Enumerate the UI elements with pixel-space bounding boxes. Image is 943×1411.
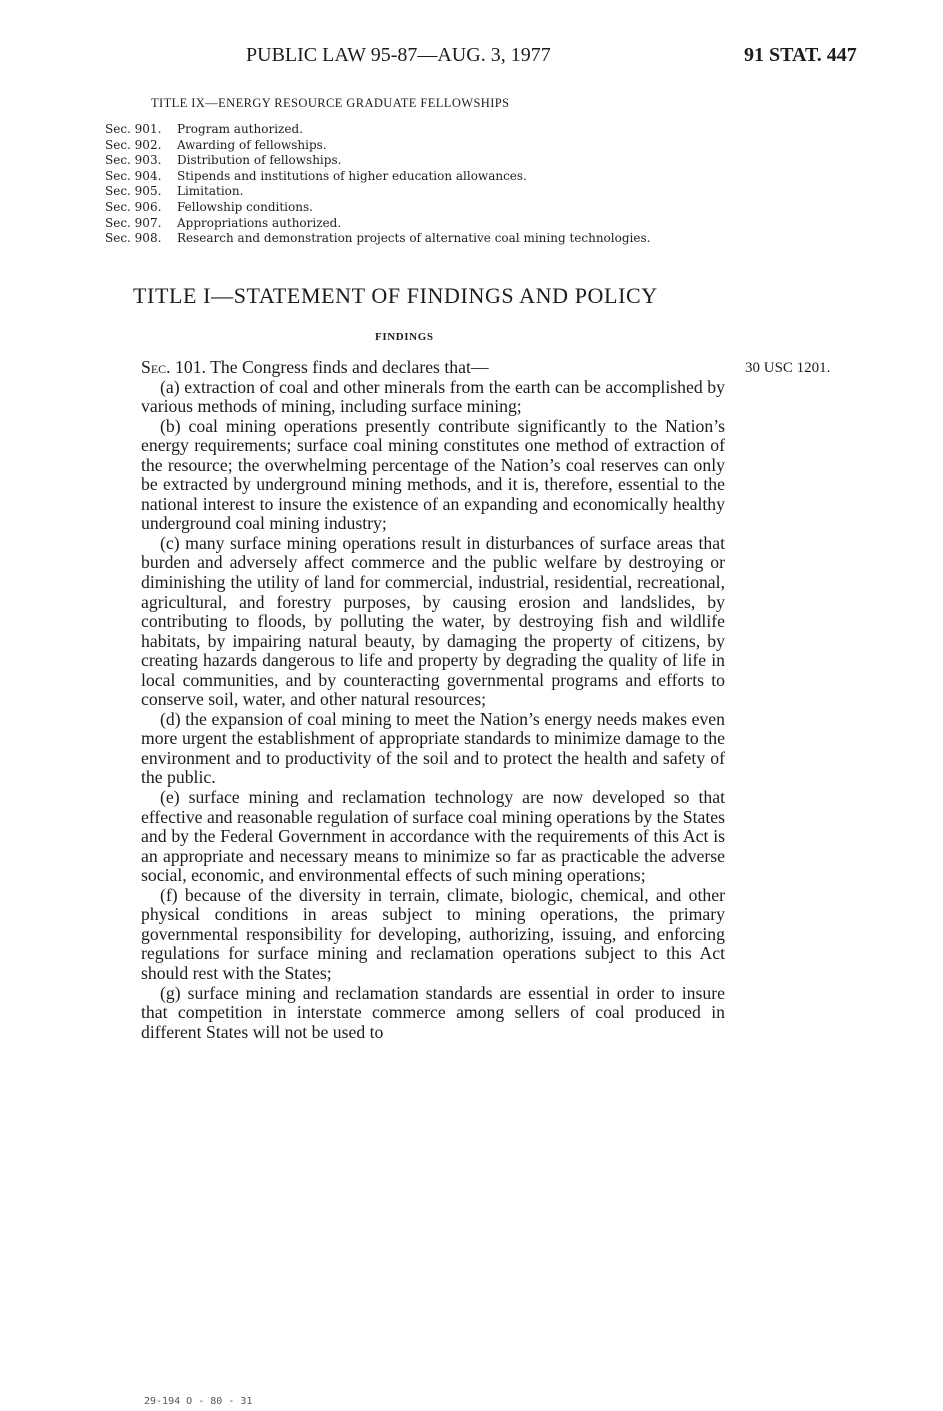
toc-item-title: Limitation. (177, 184, 244, 199)
toc-item (105, 122, 730, 138)
finding-paragraph-g: (g) surface mining and reclamation standards are essential in order to insure that competition in interstate commerce among sellers of coal produced in different States will not be used to (141, 982, 725, 1042)
table-of-contents (105, 122, 730, 247)
finding-paragraph-b: (b) coal mining operations presently contribute significantly to the Nation’s energy requirements; surface coal mining constitutes one method of extraction of the resource; the overwhelming percentage of the Nation’s coal reserves can only be extracted by underground mining methods, and it is, therefore, essential to the national interest to insure the existence of an expanding and economically healthy underground coal mining industry; (141, 415, 725, 534)
toc-item-section: Sec. 907. (105, 215, 162, 230)
toc-item (105, 200, 730, 216)
toc-item-section: Sec. 902. (105, 137, 162, 152)
toc-item-title: Stipends and institutions of higher education allowances. (177, 168, 527, 183)
running-head (0, 44, 943, 72)
finding-paragraph-d: (d) the expansion of coal mining to meet the Nation’s energy needs makes even more urgent the establishment of appropriate standards to minimize damage to the environment and to productivity of the soil and to protect the health and safety of the public. (141, 708, 725, 788)
statute-page-number: 91 STAT. 447 (744, 44, 857, 66)
toc-item-title: Appropriations authorized. (177, 215, 342, 230)
toc-item-section: Sec. 904. (105, 168, 162, 183)
finding-paragraph-e: (e) surface mining and reclamation technology are now developed so that effective and reasonable regulation of surface coal mining operations by the States and by the Federal Government in accordance with the requirements of this Act is an appropriate and necessary means to minimize so far as practicable the adverse social, economic, and environmental effects of such mining operations; (141, 787, 725, 886)
toc-item (105, 153, 730, 169)
finding-paragraph-f: (f) because of the diversity in terrain, climate, biologic, chemical, and other physical conditions in areas subject to mining operations, the primary governmental responsibility for developing, authorizing, issuing, and enforcing regulations for surface mining and reclamation operations subject to this Act should rest with the States; (141, 884, 725, 983)
toc-item (105, 169, 730, 185)
findings-heading: FINDINGS (375, 331, 434, 343)
section-label: Sec. (141, 357, 171, 377)
toc-item (105, 138, 730, 154)
section-101-text (141, 358, 725, 1042)
toc-item-title: Program authorized. (177, 122, 303, 136)
toc-item-title: Fellowship conditions. (177, 199, 313, 214)
section-lead-text: 101. The Congress finds and declares that— (170, 357, 489, 377)
toc-item-title: Research and demonstration projects of alternative coal mining technologies. (177, 231, 651, 246)
finding-paragraph-a: (a) extraction of coal and other minerals from the earth can be accomplished by various methods of mining, including surface mining; (141, 376, 725, 417)
finding-paragraph-c: (c) many surface mining operations result in disturbances of surface areas that burden and adversely affect commerce and the public welfare by destroying or diminishing the utility of land for commercial, industrial, residential, recreational, agricultural, and forestry purposes, by causing erosion and landslides, by contributing to floods, by polluting the water, by destroying fish and wildlife habitats, by impairing natural beauty, by damaging the property of citizens, by creating hazards dangerous to life and property by degrading the quality of life in local communities, and by counteracting governmental programs and efforts to conserve soil, water, and other natural resources; (141, 532, 725, 710)
toc-item-section: Sec. 905. (105, 184, 162, 199)
toc-heading: TITLE IX—ENERGY RESOURCE GRADUATE FELLOWSHIPS (151, 96, 510, 110)
toc-item-section: Sec. 906. (105, 199, 162, 214)
usc-margin-citation: 30 USC 1201. (745, 360, 831, 376)
printing-code: 29-194 O - 80 - 31 (144, 1396, 253, 1407)
toc-item (105, 184, 730, 200)
section-lead (141, 358, 725, 378)
toc-item-title: Awarding of fellowships. (177, 137, 327, 152)
toc-item-title: Distribution of fellowships. (177, 153, 342, 168)
public-law-citation: PUBLIC LAW 95-87—AUG. 3, 1977 (246, 44, 551, 66)
toc-item-section: Sec. 901. (105, 122, 162, 136)
toc-item (105, 216, 730, 232)
title-heading: TITLE I—STATEMENT OF FINDINGS AND POLICY (133, 283, 658, 308)
toc-item (105, 231, 730, 247)
toc-item-section: Sec. 908. (105, 231, 162, 246)
toc-item-section: Sec. 903. (105, 153, 162, 168)
